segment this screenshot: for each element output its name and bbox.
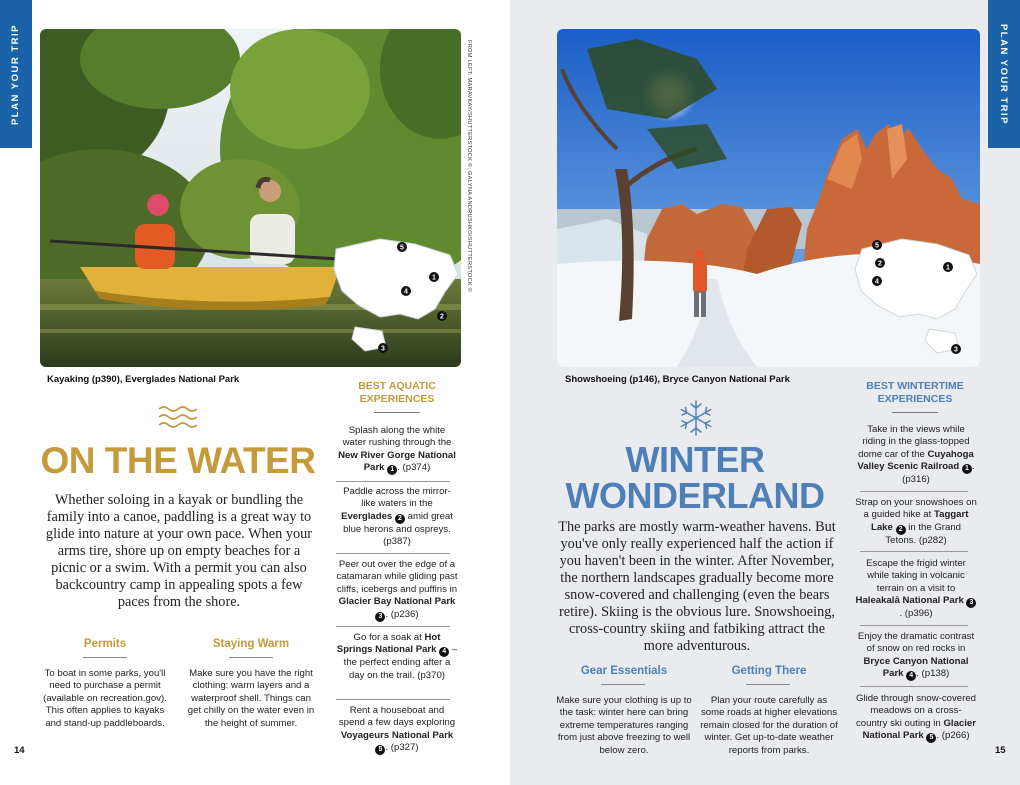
photo-credit: FROM LEFT: MARAVKAY/SHUTTERSTOCK ©; GALYNA ANDRUSHKO/SHUTTERSTOCK © — [466, 40, 472, 293]
number-badge: 5 — [926, 733, 936, 743]
divider — [374, 412, 420, 413]
intro-paragraph: Whether soloing in a kayak or bundling the family into a canoe, paddling is a great way to glide into nature at your own pace. When your arms tire, shore up on empty beaches for a picnic or a swim. With a permit you can also backcountry camp in appealing spots a few paces from the shore. — [45, 492, 313, 610]
experience-item: Glide through snow-covered meadows on a cross-country ski outing in Glacier National Park 5 . (p266) — [855, 693, 976, 742]
section-title: WINTER WONDERLAND — [565, 439, 825, 516]
experience-item: Enjoy the dramatic contrast of snow on red rocks in Bryce Canyon National Park 4 . (p138) — [857, 631, 975, 680]
section-title: ON THE WATER — [40, 440, 316, 481]
best-experiences-heading: BEST AQUATIC EXPERIENCES — [358, 380, 436, 405]
staying-warm-text: Make sure you have the right clothing: warm layers and a waterproof shell. Things can get chilly on the water even in the height of summer. — [187, 668, 315, 729]
intro-paragraph: The parks are mostly warm-weather havens. But you've only really experienced half the action if you haven't been in the winter. After November, the northern landscapes gradually become more snow-covered and challenging (even the bears retire). Skiing is the obvious lure. Snowshoeing, cross-country skiing and fatbiking attract the more adventurous. — [558, 519, 836, 654]
divider — [336, 553, 450, 554]
divider — [860, 625, 968, 626]
map-marker: 3 — [954, 346, 958, 354]
divider — [336, 481, 450, 482]
gear-essentials-text: Make sure your clothing is up to the task: winter here can bring extreme temperatures ranging from just above freezing to well below zero. — [556, 695, 692, 756]
divider — [83, 657, 127, 658]
section-tab-right[interactable] — [988, 0, 1020, 148]
experience-item: Strap on your snowshoes on a guided hike at Taggart Lake 2 in the Grand Tetons. (p282) — [855, 497, 977, 546]
divider — [336, 626, 450, 627]
permits-text: To boat in some parks, you'll need to purchase a permit (available on recreation.gov). This often applies to kayaks and stand-up paddleboards. — [43, 668, 167, 729]
photo-caption: Kayaking (p390), Everglades National Park — [47, 374, 240, 385]
page-number: 15 — [995, 745, 1006, 756]
best-experiences-heading: BEST WINTERTIME EXPERIENCES — [866, 380, 964, 405]
map-marker: 1 — [946, 264, 950, 272]
section-tab-label: PLAN YOUR TRIP — [10, 23, 22, 125]
number-badge: 5 — [375, 745, 385, 755]
experience-item: Paddle across the mirror-like waters in the Everglades 2 amid great blue herons and ospreys. (p387) — [341, 486, 453, 548]
divider — [601, 684, 645, 685]
getting-there-text: Plan your route carefully as some roads at higher elevations remain closed for the duration of winter. Get up-to-date weather reports from parks. — [700, 695, 838, 756]
map-marker: 2 — [878, 260, 882, 268]
experience-item: Splash along the white water rushing through the New River Gorge National Park 1 . (p374) — [338, 425, 456, 474]
map-marker: 3 — [381, 345, 385, 353]
map-marker: 5 — [400, 244, 404, 252]
number-badge: 2 — [395, 514, 405, 524]
number-badge: 2 — [896, 525, 906, 535]
divider — [336, 699, 450, 700]
section-tab-label: PLAN YOUR TRIP — [998, 23, 1010, 125]
waves-icon — [157, 405, 199, 429]
divider — [892, 412, 938, 413]
number-badge: 3 — [966, 598, 976, 608]
experience-item: Rent a houseboat and spend a few days exploring Voyageurs National Park 5 . (p327) — [338, 705, 456, 754]
kayaking-photo — [40, 29, 461, 367]
number-badge: 1 — [962, 464, 972, 474]
staying-warm-heading: Staying Warm — [212, 638, 290, 650]
snowshoeing-photo — [557, 29, 980, 367]
number-badge: 3 — [375, 612, 385, 622]
experience-item: Take in the views while riding in the glass-topped dome car of the Cuyahoga Valley Scenic Railroad 1 . (p316) — [857, 424, 975, 486]
experience-item: Peer out over the edge of a catamaran while gliding past cliffs, icebergs and puffins in Glacier Bay National Park 3 . (p236) — [336, 559, 458, 620]
experience-item: Escape the frigid winter while taking in volcanic terrain on a visit to Haleakalā National Park 3. (p396) — [855, 558, 977, 621]
map-marker: 2 — [440, 313, 444, 321]
map-marker: 4 — [404, 288, 408, 296]
photo-caption: Showshoeing (p146), Bryce Canyon National Park — [565, 374, 790, 385]
divider — [860, 491, 968, 492]
gear-essentials-heading: Gear Essentials — [580, 665, 668, 677]
divider — [860, 551, 968, 552]
number-badge: 4 — [439, 647, 449, 657]
snowflake-icon — [677, 399, 715, 437]
divider — [229, 657, 273, 658]
divider — [860, 686, 968, 687]
map-marker: 5 — [875, 242, 879, 250]
map-marker: 4 — [875, 278, 879, 286]
map-marker: 1 — [432, 274, 436, 282]
page-number: 14 — [14, 745, 25, 756]
getting-there-heading: Getting There — [731, 665, 807, 677]
experience-item: Go for a soak at Hot Springs National Park 4 – the perfect ending after a day on the trail. (p370) — [336, 632, 458, 681]
permits-heading: Permits — [83, 638, 127, 650]
section-tab-left[interactable] — [0, 0, 32, 148]
divider — [746, 684, 790, 685]
number-badge: 1 — [387, 465, 397, 475]
number-badge: 4 — [906, 671, 916, 681]
